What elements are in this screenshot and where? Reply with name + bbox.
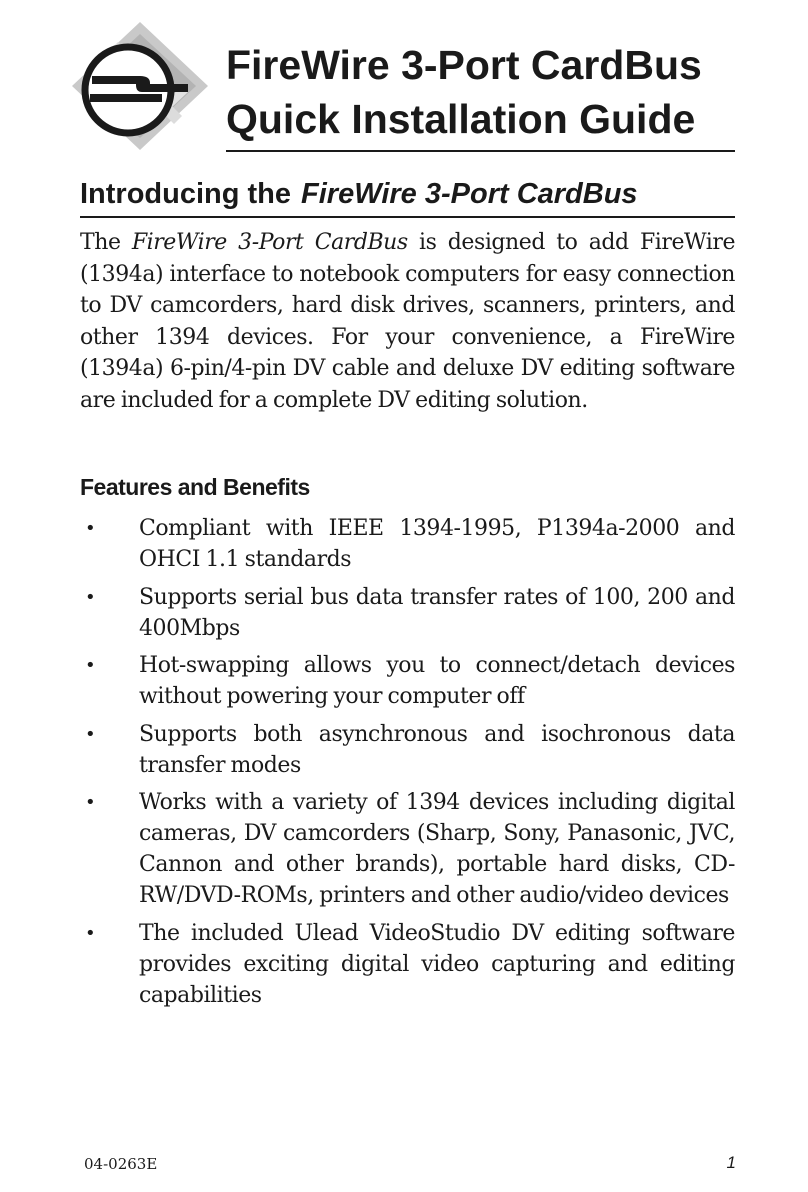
list-item — [80, 582, 735, 644]
list-item — [80, 719, 735, 781]
bullet-icon: • — [85, 518, 96, 539]
bullet-icon: • — [85, 723, 96, 745]
title-line-2: Quick Installation Guide — [226, 96, 696, 142]
features-list — [80, 513, 735, 1017]
feature-text: Supports serial bus data transfer rates of 100, 200 and 400Mbps — [139, 584, 735, 641]
page-number: 1 — [726, 1153, 736, 1172]
bullet-icon: • — [85, 655, 96, 676]
feature-text: Works with a variety of 1394 devices including digital cameras, DV camcorders (Sharp, Sony, Panasonic, JVC, Cannon and other brands), portable hard disks, CD-RW/DVD-ROMs, printers and other audio/video devices — [139, 790, 735, 908]
title-line-1: FireWire 3-Port CardBus — [226, 42, 702, 88]
list-item — [80, 918, 735, 1011]
feature-text: Supports both asynchronous and isochronous data transfer modes — [139, 721, 735, 778]
intro-paragraph — [80, 227, 735, 416]
intro-product-name: FireWire 3-Port CardBus — [131, 230, 408, 255]
intro-heading-prefix: Introducing the — [80, 178, 292, 210]
list-item — [80, 787, 735, 911]
intro-heading-divider — [80, 216, 735, 218]
intro-lead: The — [80, 230, 121, 255]
bullet-icon: • — [85, 922, 96, 944]
page-title — [226, 38, 746, 146]
feature-text: The included Ulead VideoStudio DV editing software provides exciting digital video capturing and editing capabilities — [139, 920, 735, 1008]
intro-heading — [80, 174, 740, 214]
intro-heading-product: FireWire 3-Port CardBus — [301, 178, 638, 210]
feature-text: Compliant with IEEE 1394-1995, P1394a-2000 and OHCI 1.1 standards — [139, 516, 735, 572]
title-divider — [226, 150, 735, 152]
bullet-icon: • — [85, 792, 96, 813]
feature-text: Hot-swapping allows you to connect/detach devices without powering your computer off — [139, 653, 735, 709]
intro-body: is designed to add FireWire (1394a) interface to notebook computers for easy connection to DV camcorders, hard disk drives, scanners, printers, and other 1394 devices. For your convenience, a FireWire (1394a) 6-pin/4-pin DV cable and deluxe DV editing software are included for a complete DV editing solution. — [80, 230, 736, 413]
features-heading: Features and Benefits — [80, 474, 310, 500]
siig-logo-icon — [70, 20, 210, 152]
list-item — [80, 513, 735, 575]
document-code: 04-0263E — [84, 1155, 158, 1173]
bullet-icon: • — [85, 586, 96, 608]
list-item — [80, 650, 735, 712]
